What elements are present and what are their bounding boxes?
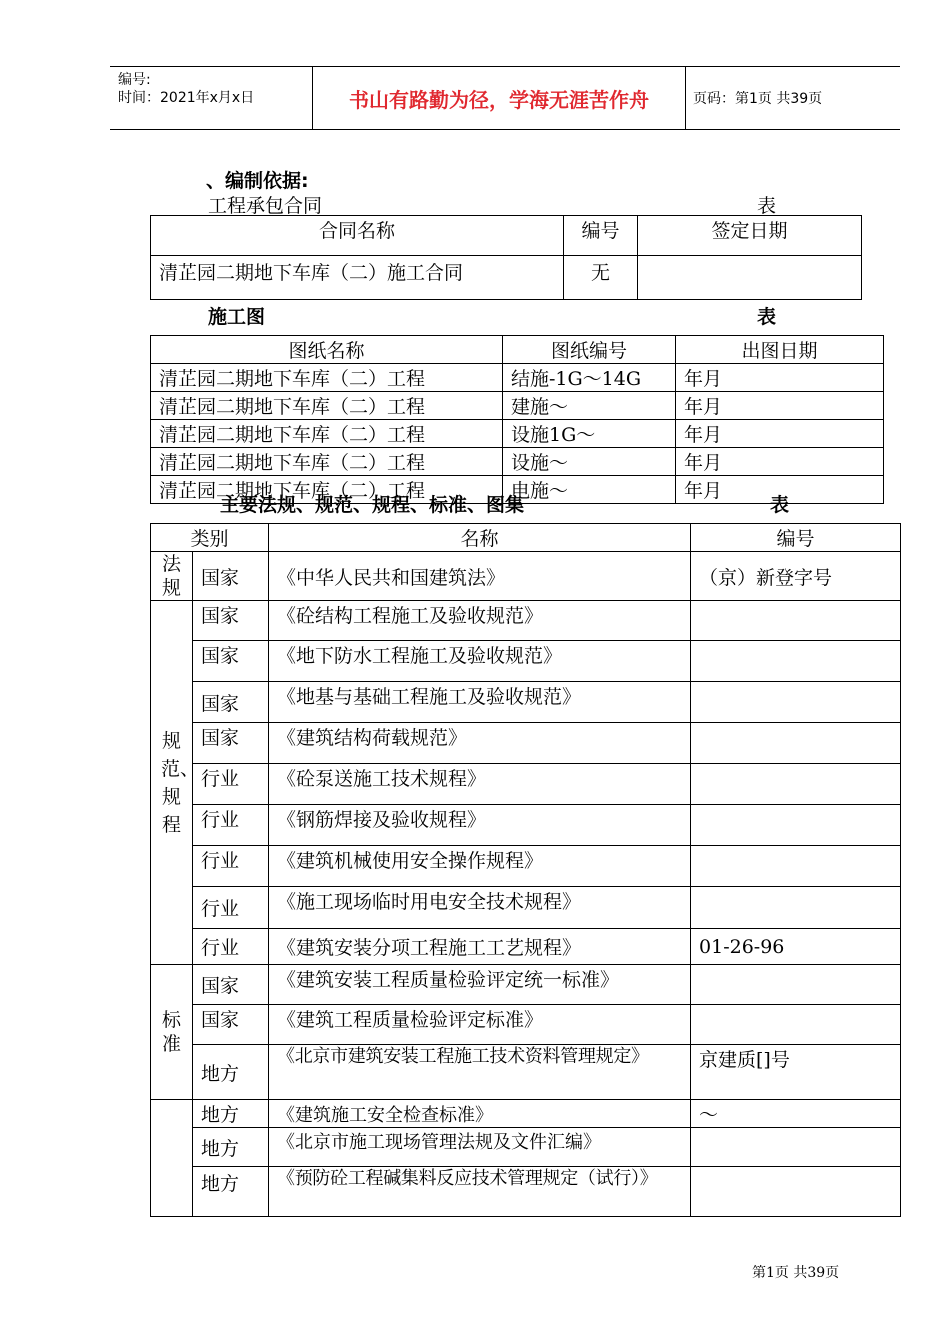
code-cell [691, 723, 901, 764]
code-cell [691, 1167, 901, 1217]
regulations-caption-table: 表 [770, 494, 790, 516]
header-cell: 类别 [151, 524, 269, 552]
level-cell: 地方 [193, 1100, 269, 1128]
drawing-date: 年月 [676, 448, 884, 476]
regulations-caption: 主要法规、规范、规程、标准、图集 [220, 494, 525, 516]
header-cell: 图纸名称 [151, 336, 503, 364]
drawing-date: 年月 [676, 476, 884, 504]
code-cell [691, 1128, 901, 1167]
drawing-name: 清芷园二期地下车库（二）工程 [151, 476, 503, 504]
code-cell [691, 965, 901, 1005]
table-row [151, 420, 884, 448]
drawings-table [150, 335, 884, 504]
code-cell: 01-26-96 [691, 929, 901, 965]
code-cell [691, 846, 901, 887]
level-cell: 国家 [193, 1005, 269, 1045]
level-cell: 行业 [193, 929, 269, 965]
code-cell [691, 641, 901, 682]
name-cell: 《建筑安装工程质量检验评定统一标准》 [269, 965, 691, 1005]
header-cell: 合同名称 [151, 216, 564, 256]
category-cell [151, 601, 200, 965]
code-label: 编号: [118, 72, 151, 88]
drawing-name: 清芷园二期地下车库（二）工程 [151, 420, 503, 448]
contract-caption-table: 表 [757, 195, 777, 217]
code-cell [691, 1005, 901, 1045]
code-cell [691, 682, 901, 723]
table-row [151, 723, 901, 764]
code-cell [691, 887, 901, 929]
code-cell: ～ [691, 1100, 901, 1128]
header-cell: 出图日期 [676, 336, 884, 364]
level-cell: 国家 [193, 641, 269, 682]
code-cell: 京建质[]号 [691, 1045, 901, 1100]
table-row [151, 887, 901, 929]
level-cell: 国家 [193, 601, 269, 641]
page-footer: 第1页 共39页 [752, 1265, 840, 1281]
level-cell: 国家 [193, 723, 269, 764]
table-row [151, 929, 901, 965]
level-cell: 国家 [193, 682, 269, 723]
category-cell [151, 1100, 193, 1217]
drawing-code: 建施～ [503, 392, 676, 420]
header-cell: 签定日期 [638, 216, 862, 256]
drawing-code: 结施-1G～14G [503, 364, 676, 392]
time-label: 时间：2021年x月x日 [118, 90, 255, 106]
name-cell: 《钢筋焊接及验收规程》 [269, 805, 691, 846]
name-cell: 《砼泵送施工技术规程》 [269, 764, 691, 805]
code-cell: （京）新登字号 [691, 552, 901, 601]
name-cell: 《中华人民共和国建筑法》 [269, 552, 691, 601]
drawing-name: 清芷园二期地下车库（二）工程 [151, 364, 503, 392]
table-row [151, 1045, 901, 1100]
level-cell: 行业 [193, 805, 269, 846]
header-cell: 图纸编号 [503, 336, 676, 364]
table-row [151, 448, 884, 476]
table-row [151, 601, 901, 641]
table-row [151, 1167, 901, 1217]
table-row [151, 1100, 901, 1128]
level-cell: 行业 [193, 887, 269, 929]
contract-table [150, 215, 862, 300]
name-cell: 《北京市建筑安装工程施工技术资料管理规定》 [269, 1045, 691, 1100]
name-cell: 《地下防水工程施工及验收规范》 [269, 641, 691, 682]
code-cell [691, 764, 901, 805]
name-cell: 《地基与基础工程施工及验收规范》 [269, 682, 691, 723]
level-cell: 行业 [193, 846, 269, 887]
drawing-name: 清芷园二期地下车库（二）工程 [151, 448, 503, 476]
category-label: 标准 [161, 1009, 181, 1055]
contract-caption: 工程承包合同 [208, 195, 323, 217]
drawing-date: 年月 [676, 392, 884, 420]
category-cell [151, 552, 193, 601]
name-cell: 《建筑机械使用安全操作规程》 [269, 846, 691, 887]
name-cell: 《建筑结构荷载规范》 [269, 723, 691, 764]
category-cell [151, 965, 193, 1100]
drawing-code: 设施～ [503, 448, 676, 476]
level-cell: 国家 [193, 965, 269, 1005]
table-row [151, 682, 901, 723]
code-cell [691, 805, 901, 846]
drawing-date: 年月 [676, 420, 884, 448]
table-row [151, 965, 901, 1005]
header-motto: 书山有路勤为径，学海无涯苦作舟 [312, 67, 686, 129]
table-row [151, 256, 862, 300]
name-cell: 《建筑工程质量检验评定标准》 [269, 1005, 691, 1045]
header-cell: 编号 [564, 216, 638, 256]
header-cell: 名称 [269, 524, 691, 552]
table-row [151, 1128, 901, 1167]
table-row [151, 764, 901, 805]
contract-name: 清芷园二期地下车库（二）施工合同 [151, 256, 564, 300]
section-title: 、编制依据: [206, 170, 309, 192]
name-cell: 《建筑安装分项工程施工工艺规程》 [269, 929, 691, 965]
level-cell: 地方 [193, 1045, 269, 1100]
level-cell: 地方 [193, 1128, 269, 1167]
name-cell: 《预防砼工程碱集料反应技术管理规定（试行）》 [269, 1167, 691, 1217]
page-header [110, 66, 900, 130]
drawing-code: 设施1G～ [503, 420, 676, 448]
drawings-caption: 施工图 [208, 306, 266, 328]
drawing-date: 年月 [676, 364, 884, 392]
drawing-code: 电施～ [503, 476, 676, 504]
table-row [151, 364, 884, 392]
drawing-name: 清芷园二期地下车库（二）工程 [151, 392, 503, 420]
category-label: 规范、规程 [161, 729, 200, 836]
table-row [151, 1005, 901, 1045]
name-cell: 《建筑施工安全检查标准》 [269, 1100, 691, 1128]
table-row [151, 846, 901, 887]
level-cell: 地方 [193, 1167, 269, 1217]
code-cell [691, 601, 901, 641]
header-page-info: 页码：第1页 共39页 [693, 91, 823, 107]
table-row [151, 552, 901, 601]
table-row [151, 805, 901, 846]
name-cell: 《北京市施工现场管理法规及文件汇编》 [269, 1128, 691, 1167]
name-cell: 《砼结构工程施工及验收规范》 [269, 601, 691, 641]
header-meta [110, 67, 312, 129]
level-cell: 行业 [193, 764, 269, 805]
contract-date [638, 256, 862, 300]
level-cell: 国家 [193, 552, 269, 601]
header-cell: 编号 [691, 524, 901, 552]
contract-code: 无 [564, 256, 638, 300]
table-row [151, 641, 901, 682]
table-row [151, 392, 884, 420]
name-cell: 《施工现场临时用电安全技术规程》 [269, 887, 691, 929]
drawings-caption-table: 表 [757, 306, 777, 328]
regulations-table [150, 523, 901, 1217]
category-label: 法规 [161, 553, 181, 599]
